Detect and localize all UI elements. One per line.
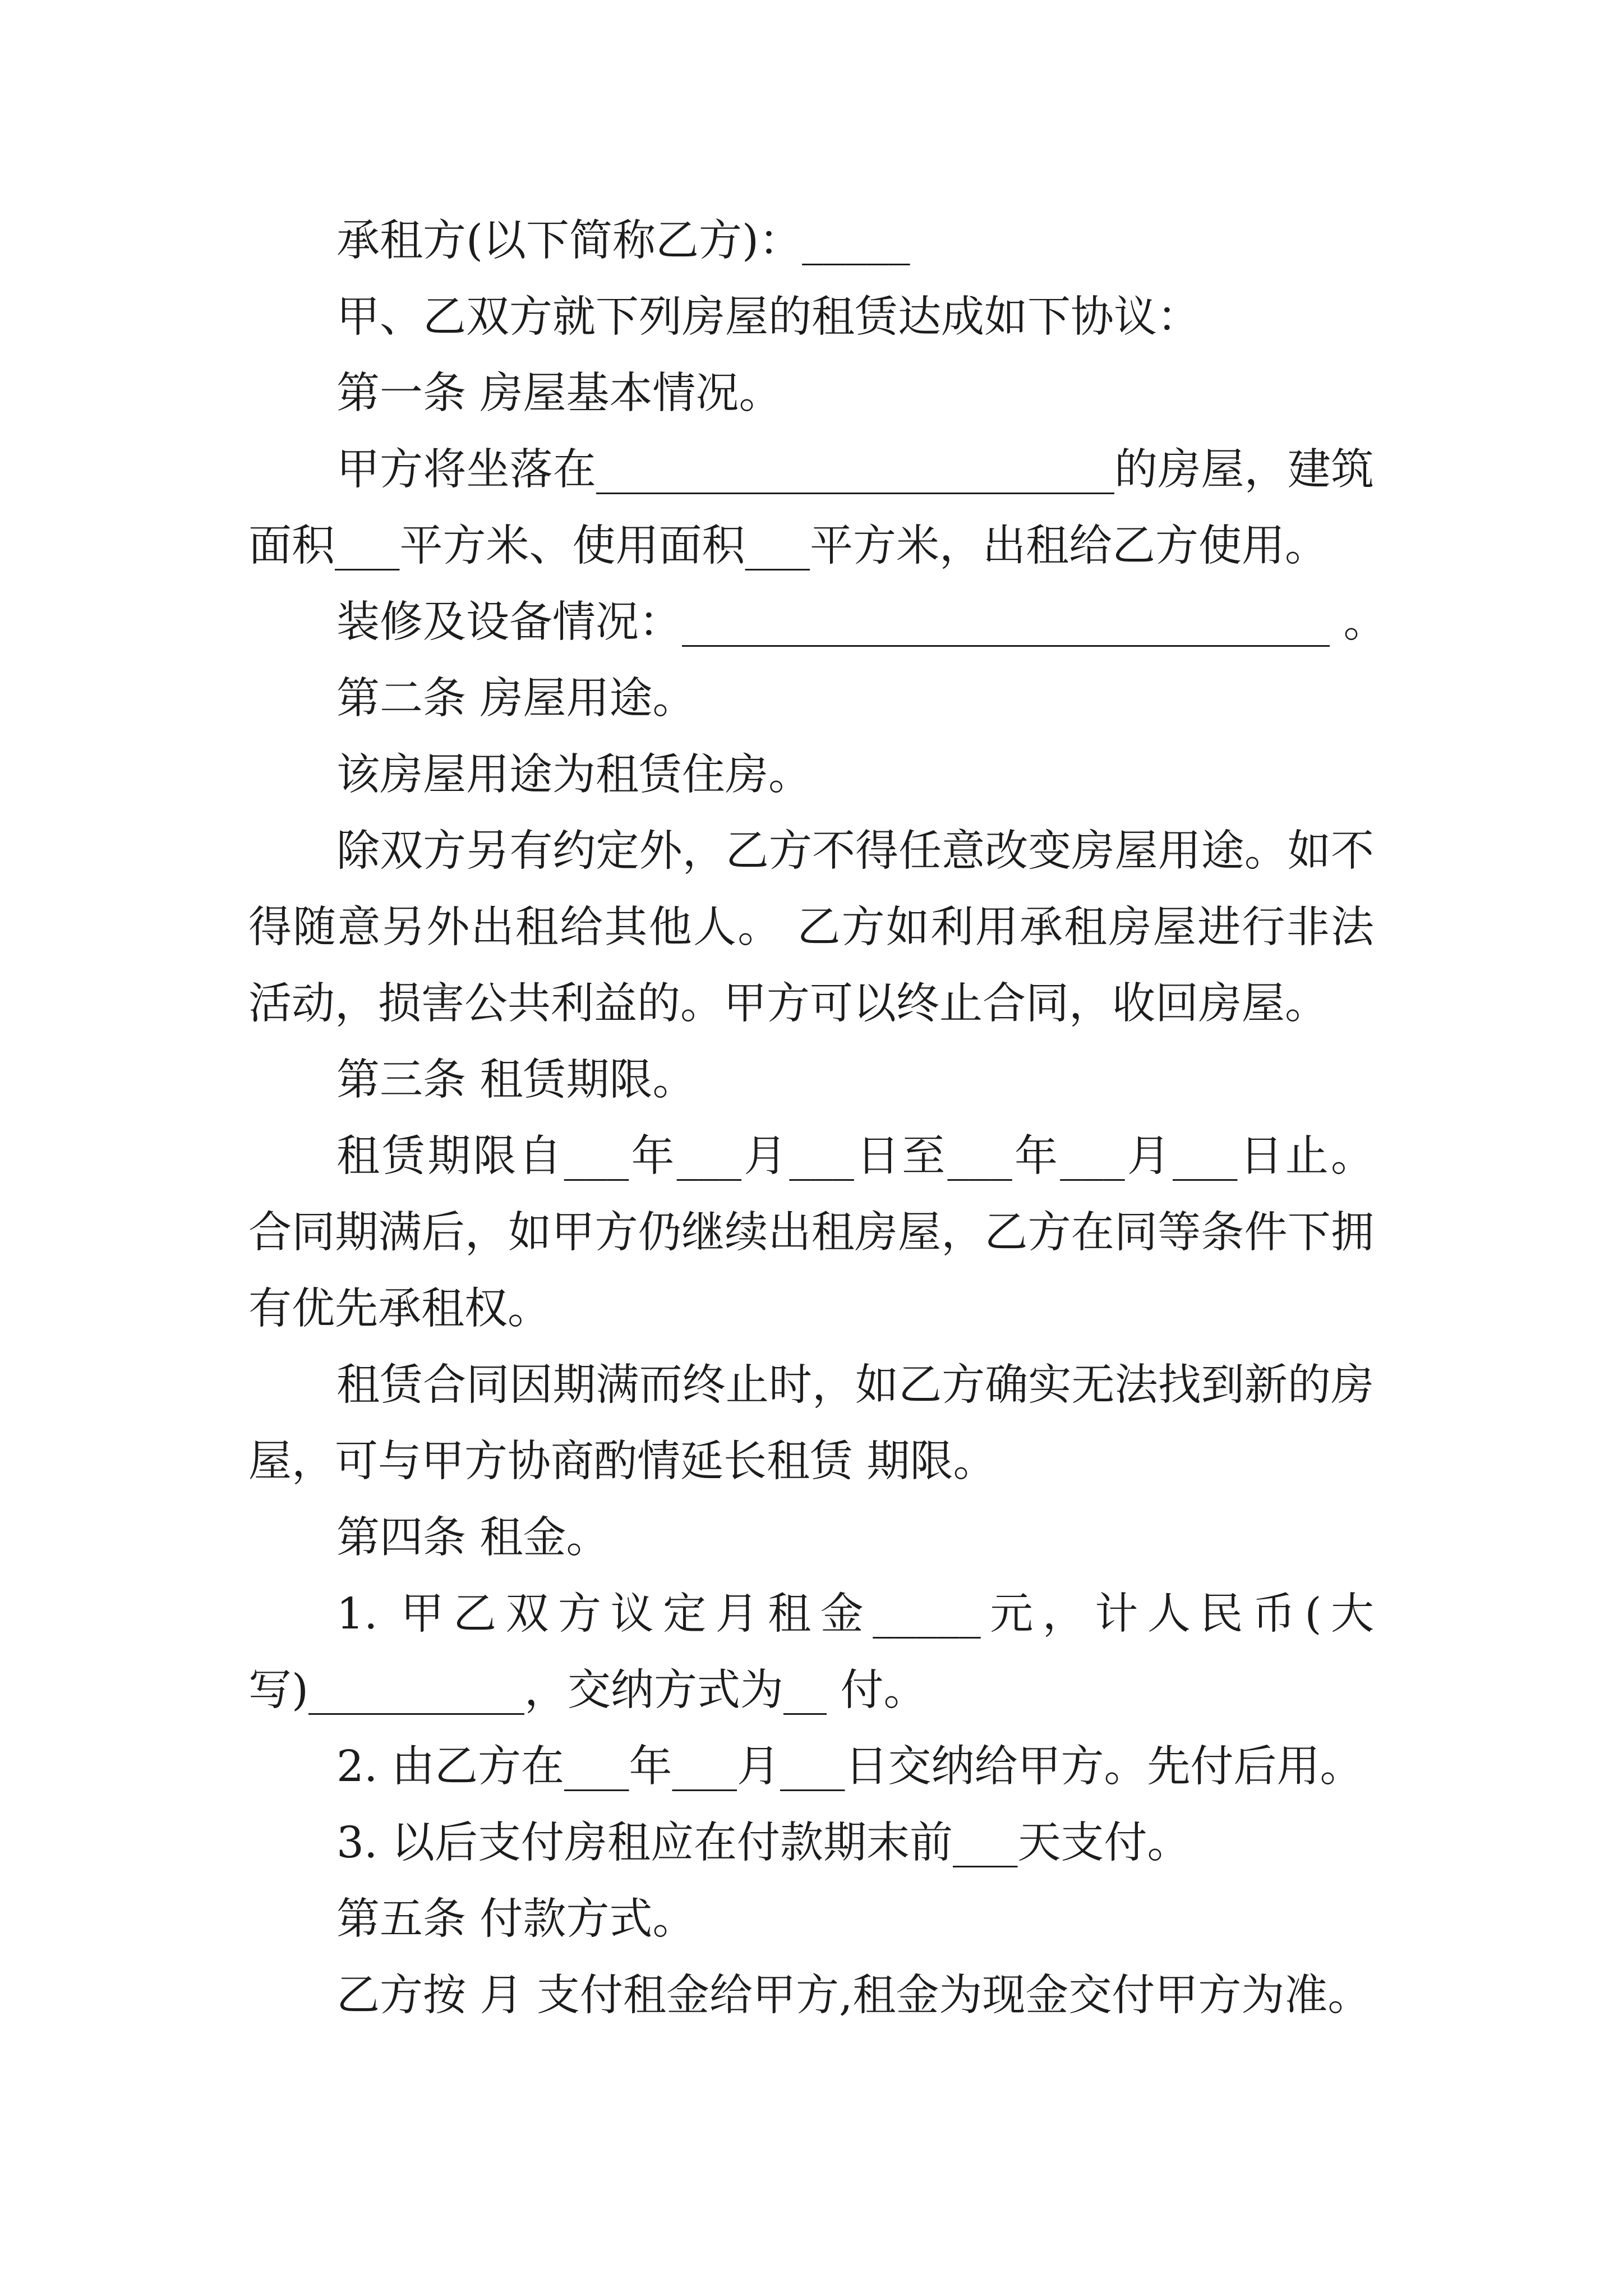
article-2-line-3: 得随意另外出租给其他人。 乙方如利用承租房屋进行非法	[248, 903, 1374, 953]
intro-line: 甲、乙双方就下列房屋的租赁达成如下协议：	[336, 292, 1200, 342]
article-3-line-2: 合同期满后，如甲方仍继续出租房屋，乙方在同等条件下拥	[248, 1208, 1374, 1258]
article-1-line-1: 甲方将坐落在________________________的房屋，建筑	[336, 445, 1374, 495]
article-3-line-1: 租赁期限自___年___月___日至___年___月___日止。	[336, 1131, 1374, 1181]
article-3-line-3: 有优先承租权。	[248, 1284, 551, 1334]
article-3-line-5: 屋，可与甲方协商酌情延长租赁 期限。	[248, 1437, 997, 1487]
article-5-heading: 第五条 付款方式。	[336, 1894, 696, 1944]
article-2-line-1: 该房屋用途为租赁住房。	[336, 750, 811, 800]
article-4-item-1: 1. 甲乙双方议定月租金_____元，计人民币(大	[336, 1589, 1374, 1639]
article-2-line-2: 除双方另有约定外，乙方不得任意改变房屋用途。如不	[336, 826, 1374, 876]
article-1-heading: 第一条 房屋基本情况。	[336, 369, 782, 418]
article-4-item-1-cont: 写)__________，交纳方式为__ 付。	[248, 1665, 927, 1715]
article-3-heading: 第三条 租赁期限。	[336, 1055, 696, 1105]
lessee-line: 承租方(以下简称乙方)：_____	[336, 216, 910, 266]
article-4-item-3: 3. 以后支付房租应在付款期末前___天支付。	[336, 1818, 1191, 1868]
article-4-heading: 第四条 租金。	[336, 1513, 610, 1563]
article-2-line-4: 活动，损害公共利益的。甲方可以终止合同，收回房屋。	[248, 979, 1328, 1029]
article-3-line-4: 租赁合同因期满而终止时，如乙方确实无法找到新的房	[336, 1360, 1374, 1410]
article-4-item-2: 2. 由乙方在___年___月___日交纳给甲方。先付后用。	[336, 1742, 1363, 1792]
contract-body	[248, 203, 1387, 2034]
article-1-line-2: 面积___平方米、使用面积___平方米，出租给乙方使用。	[248, 521, 1328, 571]
article-5-line-1: 乙方按 月 支付租金给甲方,租金为现金交付甲方为准。	[336, 1971, 1371, 2021]
article-2-heading: 第二条 房屋用途。	[336, 674, 696, 724]
article-1-line-3: 装修及设备情况：______________________________ 。	[336, 597, 1387, 647]
